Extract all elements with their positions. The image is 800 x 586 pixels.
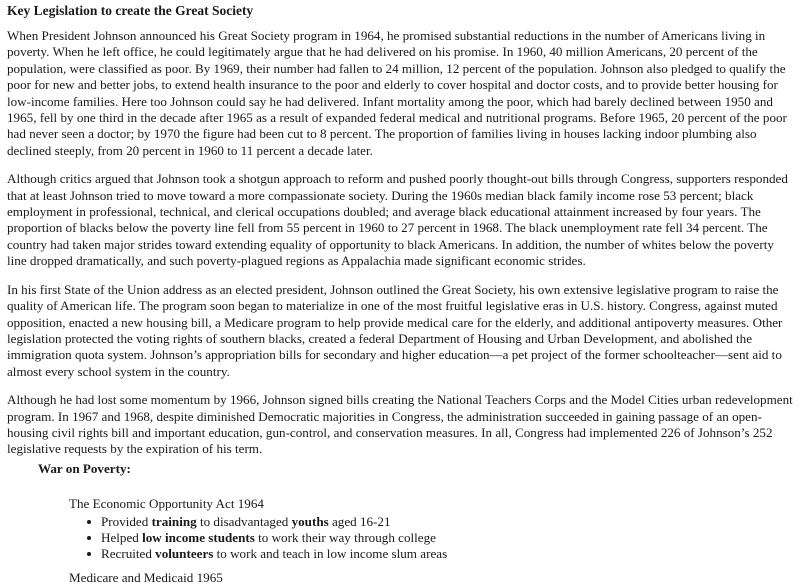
bullet-item [85, 546, 447, 562]
paragraph-critics-response: Although critics argued that Johnson took a shotgun approach to reform and pushed poorly thought-out bills through Congress, supporters responded that at least Johnson tried to move toward a more compassionate society. During the 1960s median black family income rose 53 percent; black employment in professional, technical, and clerical occupations doubled; and average black educational attainment increased by four years. The proportion of blacks below the poverty line fell from 55 percent in 1960 to 27 percent in 1968. The black unemployment rate fell 34 percent. The country had taken major strides toward extending equality of opportunity to black Americans. In addition, the number of whites below the poverty line dropped dramatically, and such poverty-plagued regions as Appalachia made significant economic strides. [7, 171, 788, 269]
paragraph-later-legislation: Although he had lost some momentum by 1966, Johnson signed bills creating the National Teachers Corps and the Model Cities urban redevelopment program. In 1967 and 1968, despite diminished Democratic majorities in Congress, the administration succeeded in gaining passage of an open-housing civil rights bill and important education, gun-control, and conservation measures. In all, Congress had implemented 226 of Johnson’s 252 legislative requests by the expiration of his term. [7, 392, 793, 457]
bullet-item [85, 530, 447, 546]
act-heading-economic-opportunity: The Economic Opportunity Act 1964 [69, 496, 264, 511]
bullet-text: Recruited [101, 545, 156, 561]
economic-opportunity-bullet-list [85, 514, 447, 561]
bullet-text: aged 16-21 [328, 514, 391, 529]
bullet-icon [87, 552, 91, 556]
bullet-item [85, 514, 447, 530]
document-title: Key Legislation to create the Great Society [7, 3, 254, 18]
bullet-bold-text: youths [291, 514, 329, 529]
bullet-text: Provided [101, 514, 152, 529]
bullet-text: to disadvantaged [196, 514, 292, 529]
act-heading-medicare-medicaid: Medicare and Medicaid 1965 [69, 570, 223, 585]
bullet-bold-text: low income students [142, 529, 255, 545]
bullet-icon [87, 520, 91, 524]
section-heading-war-on-poverty: War on Poverty: [38, 461, 131, 476]
document-body [7, 28, 793, 470]
paragraph-state-of-union: In his first State of the Union address as an elected president, Johnson outlined the Great Society, his own extensive legislative program to raise the quality of American life. The program soon began to materialize in one of the most fruitful legislative eras in U.S. history. Congress, against muted opposition, enacted a new housing bill, a Medicare program to help provide medical care for the elderly, and additional antipoverty measures. Other legislation protected the voting rights of southern blacks, created a federal Department of Housing and Urban Development, and abolished the immigration quota system. Johnson’s appropriation bills for secondary and higher education—a pet project of the former schoolteacher—sent aid to almost every school system in the country. [7, 281, 783, 379]
bullet-bold-text: volunteers [155, 545, 214, 561]
bullet-icon [87, 536, 91, 540]
bullet-text: Helped [101, 529, 143, 545]
bullet-bold-text: training [151, 514, 197, 529]
paragraph-poverty-reduction: When President Johnson announced his Great Society program in 1964, he promised substantial reductions in the number of Americans living in poverty. When he left office, he could legitimately argue that he had delivered on his promise. In 1960, 40 million Americans, 20 percent of the population, were classified as poor. By 1969, their number had fallen to 24 million, 12 percent of the population. Johnson also pledged to qualify the poor for new and better jobs, to extend health insurance to the poor and elderly to cover hospital and doctor costs, and to provide better housing for low-income families. Here too Johnson could say he had delivered. Infant mortality among the poor, which had barely declined between 1950 and 1965, fell by one third in the decade after 1965 as a result of expanded federal medical and nutritional programs. Before 1965, 20 percent of the poor had never seen a doctor; by 1970 the figure had been cut to 8 percent. The proportion of families living in houses lacking indoor plumbing also declined steeply, from 20 percent in 1960 to 11 percent a decade later. [7, 28, 787, 158]
bullet-text: to work and teach in low income slum areas [213, 545, 448, 561]
bullet-text: to work their way through college [254, 529, 436, 545]
